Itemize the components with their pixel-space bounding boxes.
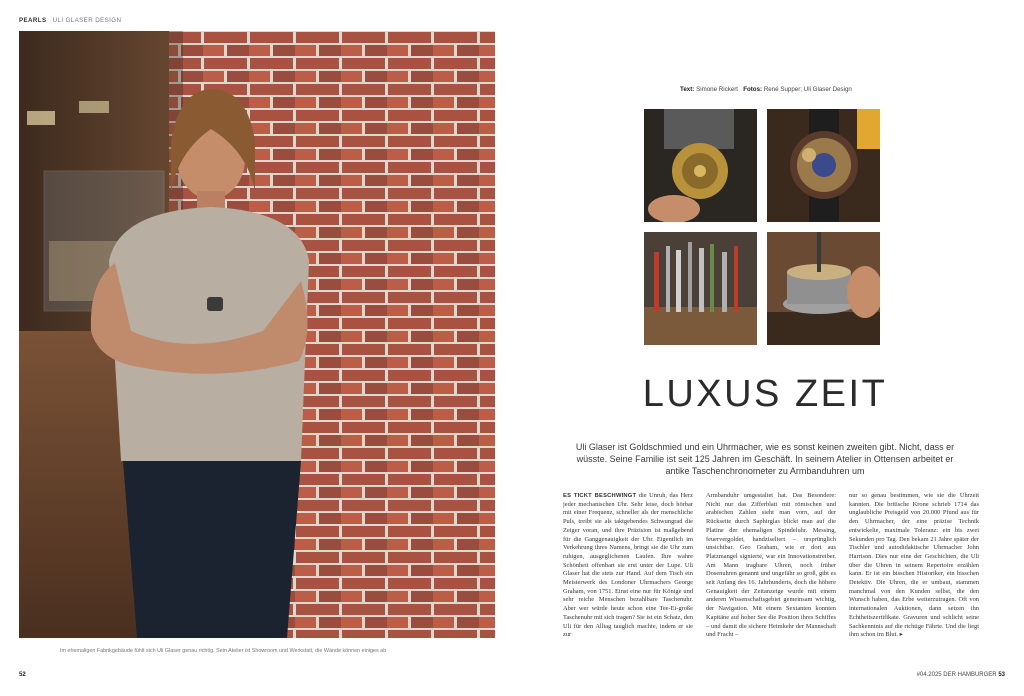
body-column-1 <box>563 492 693 640</box>
photo-tools <box>644 232 757 345</box>
photo-watch-movement <box>644 109 757 222</box>
photo-caption: Im ehemaligen Fabrikgebäude fühlt sich Uli Glaser genau richtig. Sein Atelier ist Showroom und Werkstatt, die Wände können einiges ab <box>60 648 387 654</box>
body-text-1: die Unruh, das Herz jeder mechanischen Uhr. Sehr leise, doch hörbar mit einer Frequenz, schneller als der menschliche Puls, treibt sie als taktgebendes Schwungrad die Zeiger voran, und ihre Präzision ist maßgebend für die Ganggenauigkeit der Uhr. Eigentlich im Verkehrung ihres Namens, bringt sie die Uhr zum ruhigen, ausgeglichenen Laufen. Ihre wahre Schönheit offenbart sie erst unter der Lupe. Uli Glaser hat die stets zur Hand. Auf dem Tisch ein Meisterwerk des Londoner Uhrmachers George Graham, von 1751. Einst eine nur für Könige und sehr reiche Menschen bezahlbare Taschenuhr. Aber wer würde heute schon eine Tee-Ei-große Taschenuhr mit sich tragen? Sie ist ein Schatz, den Uli für den Alltag tauglich machte, indem er sie zur <box>563 492 693 639</box>
page-footer-right <box>917 672 1005 678</box>
running-title: ULI GLASER DESIGN <box>52 17 122 24</box>
issue-number: #04.2025 <box>916 672 942 678</box>
kicker: ES TICKT BESCHWINGT <box>563 493 637 499</box>
photo-wrist-watch <box>767 109 880 222</box>
headline: LUXUS ZEIT <box>642 373 888 415</box>
photo-watchmaking-tool <box>767 232 880 345</box>
body-column-3 <box>849 492 979 640</box>
credits <box>680 86 852 93</box>
body-text-2: Armbanduhr umgestaltet hat. Das Besondere: Nicht nur das Zifferblatt mit römischen und arabischen Zahlen sieht man vorn, auf der Rückseite durch Saphirglas blickt man auf die Platine der ehemaligen Spindeluhr. Messing, feuervergoldet, handziseliert – ursprünglich unsichtbar. Geo Graham, wie er dort aus Platzmangel signierte, war ein Innovationstreiber. Am Mann tragbare Uhren, noch früher Dosenuhren genannt und ungefähr so groß, gibt es seit Anfang des 16. Jahrhunderts, doch die höhere Genauigkeit der Zeitanzeige wurde mit einem anderen Wissenschaftsgebiet gemeinsam wichtig, der Navigation. Mit einem Sextanten konnten Kapitäne auf hoher See die Position ihres Schiffes – und damit die sichere Heimkehr der Mannschaft und Fracht – <box>706 492 836 639</box>
photo-author: René Supper; Uli Glaser Design <box>763 86 852 93</box>
body-text-3: nur so genau bestimmen, wie sie die Uhrzeit kannten. Die britische Krone schrieb 1714 das unglaubliche Preisgeld von 20.000 Pfund aus für den Uhrmacher, der eine präzise Technik entwickelte, maximale Toleranz: ein bis zwei Sekunden pro Tag. Den bekam 21 Jahre später der Tischler und autodidaktische Uhrmacher John Harrison. Dies nur eine der Geschichten, die Uli über die Uhren in seinem Repertoire erzählen kann. Er ist ein bisschen Historiker, ein bisschen Detektiv. Die Uhren, die er umbaut, stammen manchmal von den Kunden selbst, die den Wunsch haben, das Erbe weiterzutragen. Oft von internationalen Auktionen, dann setzen ihn Echtheitszertifikate. Gravuren und schlicht seine Sachkenntnis auf die richtige Fährte. Und die liegt ihm schon im Blut. ▸ <box>849 492 979 639</box>
lead-paragraph: Uli Glaser ist Goldschmied und ein Uhrmacher, wie es sonst keinen zweiten gibt. Nicht, dass er wüsste. Seine Familie ist seit 125 Jahren im Geschäft. In seinem Atelier in Ottensen arbeitet er antike Taschenchronometer zu Armbanduhren um <box>575 442 955 476</box>
running-header <box>19 17 121 24</box>
hero-photo <box>19 31 495 638</box>
text-author: Simone Rickert <box>696 86 739 93</box>
photo-label: Fotos: <box>743 86 763 93</box>
text-label: Text: <box>680 86 695 93</box>
magazine-name: DER HAMBURGER <box>943 672 997 678</box>
page-number-right: 53 <box>998 672 1005 678</box>
body-column-2 <box>706 492 836 640</box>
page-number-left: 52 <box>19 672 26 678</box>
section-label: PEARLS <box>19 17 47 24</box>
